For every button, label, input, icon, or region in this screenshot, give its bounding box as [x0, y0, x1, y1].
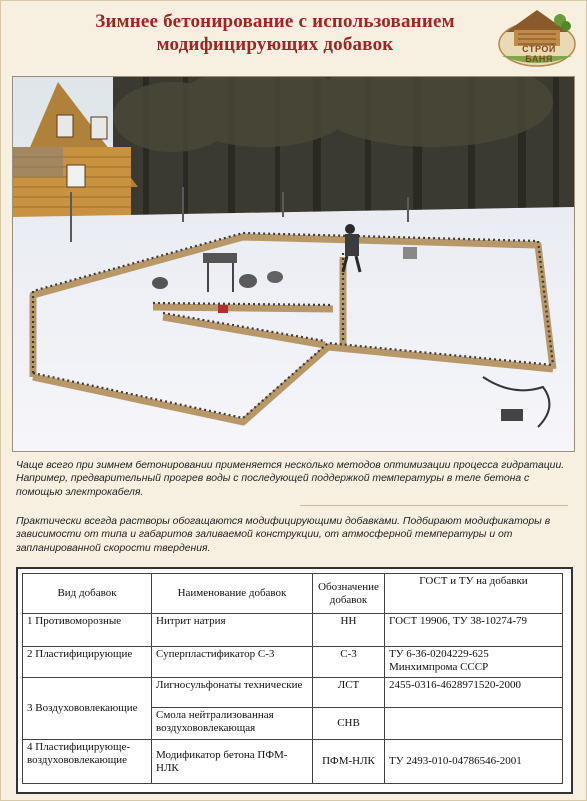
cell-gost: ТУ 6-36-0204229-625 Минхимпрома СССР — [385, 647, 563, 678]
paragraph-2: Практически всегда растворы обогащаются модифицирующими добавками. Подбирают модификаторы в зависимости от типа и габаритов заливаемой конструкции, от атмосферной температуры и от запланированной скорости твердения. — [16, 516, 551, 554]
cell-code: ЛСТ — [313, 678, 385, 708]
divider — [300, 505, 568, 506]
cell-gost — [385, 708, 563, 740]
cell-code: С-3 — [313, 647, 385, 678]
header-type: Вид добавок — [23, 574, 152, 614]
table-header-row — [23, 574, 563, 614]
header-code: Обозначение добавок — [313, 574, 385, 614]
cell-type: 1 Противоморозные — [23, 614, 152, 647]
page-title — [40, 10, 510, 56]
table-row — [23, 614, 563, 647]
cell-name: Смола нейтрализованная воздухововлекающая — [152, 708, 313, 740]
logo-text: СТРОЙ БАНЯ — [522, 44, 556, 64]
cell-code: НН — [313, 614, 385, 647]
paragraph-1: Чаще всего при зимнем бетонировании применяется несколько методов оптимизации процесса гидратации. Например, предварительный прогрев воды с последующей поддержкой температуры в теле бетона с помощью электрокабеля. — [16, 460, 565, 498]
table-row — [23, 647, 563, 678]
header-gost: ГОСТ и ТУ на добавки — [385, 574, 563, 614]
additives-table-grid — [22, 573, 563, 784]
cell-type: 2 Пластифицирующие — [23, 647, 152, 678]
cell-gost: 2455-0316-4628971520-2000 — [385, 678, 563, 708]
cell-name: Нитрит натрия — [152, 614, 313, 647]
cell-code: ПФМ-НЛК — [313, 740, 385, 784]
foundation-photo-illustration — [13, 77, 574, 451]
foundation-photo — [12, 76, 575, 452]
additives-table — [16, 567, 573, 794]
cell-name: Модификатор бетона ПФМ-НЛК — [152, 740, 313, 784]
cell-name: Суперпластификатор С-3 — [152, 647, 313, 678]
cell-gost: ГОСТ 19906, ТУ 38-10274-79 — [385, 614, 563, 647]
title-line-1: Зимнее бетонирование с использованием — [95, 11, 455, 32]
title-line-2: модифицирующих добавок — [156, 34, 394, 55]
cell-code: СНВ — [313, 708, 385, 740]
header-name: Наименование добавок — [152, 574, 313, 614]
cell-gost: ТУ 2493-010-04786546-2001 — [385, 740, 563, 784]
table-row — [23, 678, 563, 708]
cell-name: Лигносульфонаты технические — [152, 678, 313, 708]
cell-type: 4 Пластифицирующе-воздухововлекающие — [23, 740, 152, 784]
table-row — [23, 740, 563, 784]
cell-type: 3 Воздухововлекающие — [23, 678, 152, 740]
